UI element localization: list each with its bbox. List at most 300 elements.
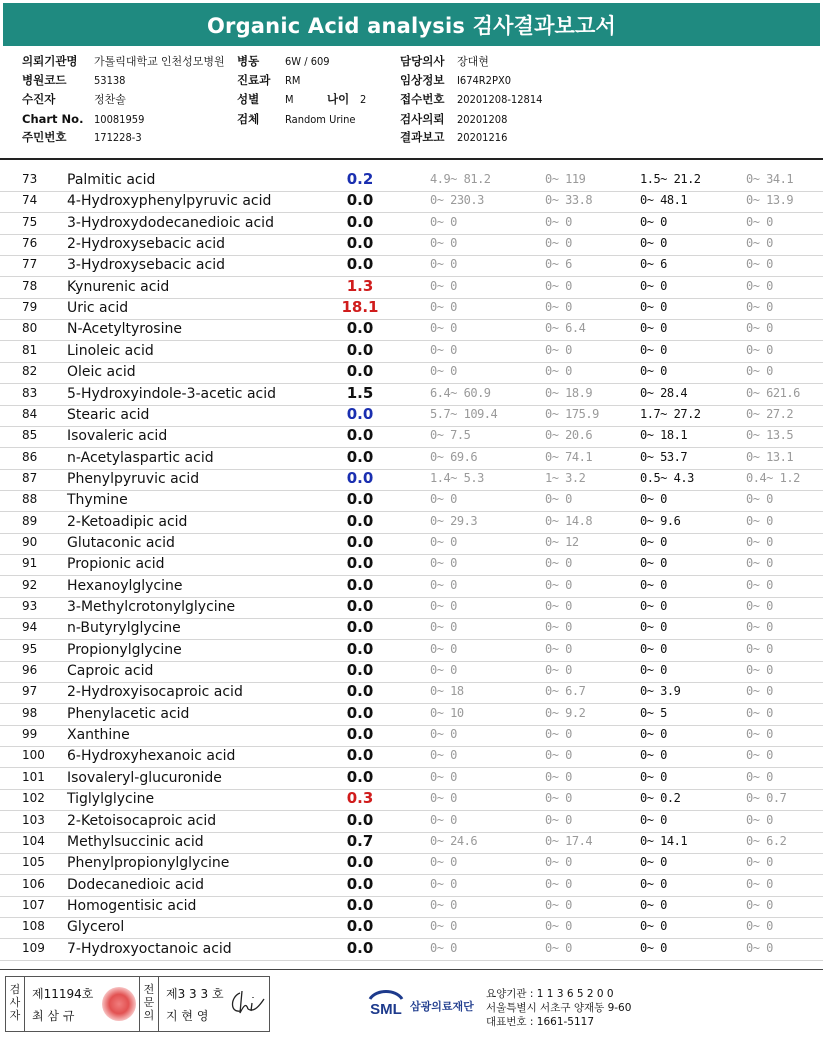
reference-range-3: 0~ 28.4 bbox=[640, 385, 688, 400]
result-value: 18.1 bbox=[341, 298, 379, 317]
reference-range-1: 0~ 0 bbox=[430, 342, 457, 357]
table-row bbox=[0, 789, 823, 811]
result-value: 0.0 bbox=[346, 682, 374, 701]
code-label: 병원코드 bbox=[22, 73, 67, 87]
row-number: 74 bbox=[22, 193, 38, 208]
row-number: 109 bbox=[22, 940, 45, 955]
company-phone: 대표번호 : 1661-5117 bbox=[486, 1016, 595, 1028]
reference-range-1: 0~ 10 bbox=[430, 705, 464, 720]
reference-range-4: 0~ 0 bbox=[746, 663, 773, 678]
ward-label: 병동 bbox=[237, 54, 260, 68]
reference-range-3: 0~ 0 bbox=[640, 855, 667, 870]
reference-range-3: 0~ 6 bbox=[640, 257, 667, 272]
reference-range-4: 0~ 13.9 bbox=[746, 193, 794, 208]
row-number: 84 bbox=[22, 406, 38, 421]
analyte-name: Thymine bbox=[67, 492, 128, 509]
specialist-name: 지 현 영 bbox=[166, 1009, 209, 1023]
reference-range-3: 0~ 0 bbox=[640, 641, 667, 656]
row-number: 96 bbox=[22, 663, 38, 678]
analyte-name: Propionic acid bbox=[67, 556, 165, 573]
seal-stamp bbox=[102, 987, 136, 1021]
table-row bbox=[0, 746, 823, 768]
reference-range-1: 0~ 0 bbox=[430, 812, 457, 827]
divider bbox=[24, 977, 25, 1031]
result-value: 0.0 bbox=[346, 618, 374, 637]
reference-range-2: 0~ 0 bbox=[545, 620, 572, 635]
reference-range-1: 6.4~ 60.9 bbox=[430, 385, 491, 400]
age-label: 나이 bbox=[327, 92, 350, 106]
reference-range-2: 0~ 119 bbox=[545, 172, 586, 186]
result-value: 0.0 bbox=[346, 234, 374, 253]
row-number: 86 bbox=[22, 449, 38, 464]
reference-range-4: 0~ 0 bbox=[746, 641, 773, 656]
reference-range-1: 0~ 18 bbox=[430, 684, 464, 699]
reference-range-3: 0.5~ 4.3 bbox=[640, 470, 694, 485]
row-number: 81 bbox=[22, 342, 38, 357]
reference-range-2: 0~ 0 bbox=[545, 236, 572, 251]
table-row bbox=[0, 213, 823, 235]
row-number: 75 bbox=[22, 214, 38, 229]
result-value: 0.2 bbox=[346, 170, 374, 188]
analyte-name: Caproic acid bbox=[67, 663, 154, 680]
svg-text:SML: SML bbox=[370, 1001, 402, 1018]
row-number: 76 bbox=[22, 236, 38, 251]
reference-range-3: 0~ 0 bbox=[640, 492, 667, 507]
analyte-name: Methylsuccinic acid bbox=[67, 833, 204, 850]
reference-range-3: 0~ 48.1 bbox=[640, 193, 688, 208]
reference-range-1: 0~ 230.3 bbox=[430, 193, 484, 208]
reference-range-3: 0~ 0 bbox=[640, 321, 667, 336]
analyte-name: 5-Hydroxyindole-3-acetic acid bbox=[67, 385, 277, 402]
chart-value: 10081959 bbox=[94, 113, 145, 126]
reference-range-1: 0~ 0 bbox=[430, 300, 457, 315]
result-value: 0.0 bbox=[346, 362, 374, 381]
result-value: 0.0 bbox=[346, 212, 374, 231]
table-row bbox=[0, 853, 823, 875]
result-value: 1.5 bbox=[346, 383, 374, 402]
reference-range-2: 0~ 0 bbox=[545, 897, 572, 912]
reference-range-4: 0~ 0 bbox=[746, 534, 773, 549]
dept-value: RM bbox=[285, 74, 301, 87]
reference-range-4: 0.4~ 1.2 bbox=[746, 470, 800, 485]
reference-range-4: 0~ 0 bbox=[746, 556, 773, 571]
reference-range-3: 0~ 0 bbox=[640, 214, 667, 229]
reference-range-4: 0~ 0 bbox=[746, 769, 773, 784]
reference-range-2: 0~ 0 bbox=[545, 278, 572, 293]
row-number: 91 bbox=[22, 556, 38, 571]
table-row bbox=[0, 661, 823, 683]
analyte-name: N-Acetyltyrosine bbox=[67, 321, 182, 338]
reference-range-2: 0~ 0 bbox=[545, 214, 572, 229]
result-value: 0.0 bbox=[346, 468, 374, 487]
report-value: 20201216 bbox=[457, 131, 508, 144]
table-row bbox=[0, 341, 823, 363]
dept-label: 진료과 bbox=[237, 73, 271, 87]
reference-range-1: 0~ 0 bbox=[430, 769, 457, 784]
result-value: 0.0 bbox=[346, 511, 374, 530]
table-row bbox=[0, 170, 823, 192]
table-row bbox=[0, 704, 823, 726]
row-number: 101 bbox=[22, 769, 45, 784]
reference-range-2: 0~ 0 bbox=[545, 556, 572, 571]
examiner-name: 최 삼 규 bbox=[32, 1009, 75, 1023]
resident-value: 171228-3 bbox=[94, 131, 142, 144]
table-row bbox=[0, 533, 823, 555]
reference-range-2: 0~ 0 bbox=[545, 769, 572, 784]
result-value: 0.0 bbox=[346, 191, 374, 210]
reference-range-1: 0~ 0 bbox=[430, 534, 457, 549]
reference-range-4: 0~ 621.6 bbox=[746, 385, 800, 400]
reference-range-1: 0~ 0 bbox=[430, 278, 457, 293]
reference-range-2: 0~ 0 bbox=[545, 342, 572, 357]
table-row bbox=[0, 618, 823, 640]
table-row bbox=[0, 512, 823, 534]
table-row bbox=[0, 640, 823, 662]
institution-code: 요양기관 : 1 1 3 6 5 2 0 0 bbox=[486, 988, 614, 1000]
row-number: 95 bbox=[22, 641, 38, 656]
reference-range-3: 0~ 0 bbox=[640, 812, 667, 827]
reference-range-4: 0~ 0 bbox=[746, 236, 773, 251]
reference-range-1: 0~ 0 bbox=[430, 940, 457, 955]
reference-range-2: 0~ 14.8 bbox=[545, 513, 593, 528]
reference-range-2: 0~ 20.6 bbox=[545, 428, 593, 443]
reference-range-1: 0~ 0 bbox=[430, 321, 457, 336]
reference-range-2: 0~ 175.9 bbox=[545, 406, 599, 421]
table-row bbox=[0, 405, 823, 427]
reference-range-2: 0~ 0 bbox=[545, 300, 572, 315]
reference-range-2: 0~ 0 bbox=[545, 492, 572, 507]
result-value: 0.0 bbox=[346, 725, 374, 744]
code-value: 53138 bbox=[94, 74, 126, 87]
analyte-name: Hexanoylglycine bbox=[67, 577, 183, 594]
analyte-name: Homogentisic acid bbox=[67, 897, 197, 914]
reference-range-3: 0~ 9.6 bbox=[640, 513, 681, 528]
reference-range-4: 0~ 0 bbox=[746, 364, 773, 379]
reference-range-3: 1.5~ 21.2 bbox=[640, 172, 701, 186]
row-number: 82 bbox=[22, 364, 38, 379]
reference-range-3: 0~ 0 bbox=[640, 364, 667, 379]
reference-range-4: 0~ 0 bbox=[746, 214, 773, 229]
table-row bbox=[0, 319, 823, 341]
clinical-label: 임상정보 bbox=[400, 73, 445, 87]
report-title: Organic Acid analysis 검사결과보고서 bbox=[3, 3, 820, 46]
result-value: 0.0 bbox=[346, 340, 374, 359]
reference-range-3: 0~ 0 bbox=[640, 342, 667, 357]
analyte-name: Palmitic acid bbox=[67, 172, 156, 188]
reference-range-4: 0~ 0 bbox=[746, 919, 773, 934]
result-value: 0.0 bbox=[346, 554, 374, 573]
reference-range-4: 0~ 6.2 bbox=[746, 833, 787, 848]
reference-range-1: 4.9~ 81.2 bbox=[430, 172, 491, 186]
result-value: 0.0 bbox=[346, 639, 374, 658]
reference-range-3: 0~ 0 bbox=[640, 727, 667, 742]
analyte-name: Xanthine bbox=[67, 727, 130, 744]
table-row bbox=[0, 490, 823, 512]
row-number: 104 bbox=[22, 833, 45, 848]
reference-range-4: 0~ 0 bbox=[746, 513, 773, 528]
reference-range-2: 1~ 3.2 bbox=[545, 470, 586, 485]
analyte-name: Glutaconic acid bbox=[67, 534, 175, 551]
reference-range-4: 0~ 0.7 bbox=[746, 791, 787, 806]
reference-range-1: 0~ 0 bbox=[430, 663, 457, 678]
reference-range-3: 0~ 0.2 bbox=[640, 791, 681, 806]
patient-label: 수진자 bbox=[22, 92, 56, 106]
reference-range-3: 0~ 0 bbox=[640, 300, 667, 315]
table-row bbox=[0, 576, 823, 598]
reference-range-1: 5.7~ 109.4 bbox=[430, 406, 498, 421]
reference-range-1: 0~ 0 bbox=[430, 556, 457, 571]
result-value: 0.0 bbox=[346, 319, 374, 338]
row-number: 89 bbox=[22, 513, 38, 528]
analyte-name: 3-Methylcrotonylglycine bbox=[67, 599, 236, 615]
receipt-label: 접수번호 bbox=[400, 92, 445, 106]
table-row bbox=[0, 597, 823, 619]
hospital-value: 가톨릭대학교 인천성모병원 bbox=[94, 55, 225, 68]
result-value: 0.0 bbox=[346, 810, 374, 829]
result-value: 0.0 bbox=[346, 597, 374, 615]
reference-range-2: 0~ 0 bbox=[545, 876, 572, 891]
result-value: 0.0 bbox=[346, 575, 374, 594]
reference-range-3: 0~ 0 bbox=[640, 534, 667, 549]
reference-range-3: 0~ 0 bbox=[640, 769, 667, 784]
reference-range-2: 0~ 0 bbox=[545, 364, 572, 379]
row-number: 79 bbox=[22, 300, 38, 315]
reference-range-4: 0~ 0 bbox=[746, 599, 773, 613]
table-row bbox=[0, 875, 823, 897]
row-number: 106 bbox=[22, 876, 45, 891]
row-number: 93 bbox=[22, 599, 38, 613]
reference-range-2: 0~ 74.1 bbox=[545, 449, 593, 464]
hospital-label: 의뢰기관명 bbox=[22, 54, 78, 68]
result-value: 0.0 bbox=[346, 490, 374, 509]
reference-range-4: 0~ 0 bbox=[746, 342, 773, 357]
reference-range-3: 0~ 0 bbox=[640, 556, 667, 571]
reference-range-3: 0~ 0 bbox=[640, 620, 667, 635]
reference-range-1: 0~ 0 bbox=[430, 577, 457, 592]
specialist-label: 전 문 의 bbox=[143, 983, 155, 1022]
row-number: 99 bbox=[22, 727, 38, 742]
reference-range-1: 0~ 0 bbox=[430, 876, 457, 891]
sex-value: M bbox=[285, 93, 294, 106]
reference-range-3: 0~ 0 bbox=[640, 897, 667, 912]
reference-range-3: 0~ 0 bbox=[640, 748, 667, 763]
table-row bbox=[0, 768, 823, 790]
specimen-value: Random Urine bbox=[285, 113, 356, 126]
reference-range-4: 0~ 0 bbox=[746, 876, 773, 891]
reference-range-2: 0~ 33.8 bbox=[545, 193, 593, 208]
signature-icon bbox=[226, 987, 266, 1019]
row-number: 73 bbox=[22, 172, 38, 186]
table-row bbox=[0, 917, 823, 939]
row-number: 107 bbox=[22, 897, 45, 912]
analyte-name: 7-Hydroxyoctanoic acid bbox=[67, 940, 232, 957]
reference-range-4: 0~ 0 bbox=[746, 812, 773, 827]
reference-range-1: 0~ 29.3 bbox=[430, 513, 478, 528]
reference-range-1: 0~ 0 bbox=[430, 727, 457, 742]
reference-range-4: 0~ 0 bbox=[746, 278, 773, 293]
sml-logo-icon bbox=[366, 987, 406, 1021]
table-row bbox=[0, 682, 823, 704]
row-number: 97 bbox=[22, 684, 38, 699]
table-row bbox=[0, 362, 823, 384]
reference-range-2: 0~ 0 bbox=[545, 791, 572, 806]
row-number: 94 bbox=[22, 620, 38, 635]
table-row bbox=[0, 448, 823, 470]
table-row bbox=[0, 384, 823, 406]
reference-range-3: 0~ 0 bbox=[640, 599, 667, 613]
result-value: 0.0 bbox=[346, 703, 374, 722]
table-row bbox=[0, 939, 823, 961]
reference-range-1: 0~ 0 bbox=[430, 641, 457, 656]
row-number: 102 bbox=[22, 791, 45, 806]
table-row bbox=[0, 298, 823, 320]
reference-range-1: 0~ 0 bbox=[430, 214, 457, 229]
table-row bbox=[0, 896, 823, 918]
sex-label: 성별 bbox=[237, 92, 260, 106]
reference-range-2: 0~ 0 bbox=[545, 812, 572, 827]
row-number: 87 bbox=[22, 470, 38, 485]
reference-range-4: 0~ 0 bbox=[746, 727, 773, 742]
reference-range-4: 0~ 0 bbox=[746, 897, 773, 912]
doctor-label: 담당의사 bbox=[400, 54, 445, 68]
reference-range-2: 0~ 12 bbox=[545, 534, 579, 549]
table-row bbox=[0, 234, 823, 256]
examiner-label: 검 사 자 bbox=[9, 983, 21, 1022]
reference-range-3: 0~ 0 bbox=[640, 663, 667, 678]
analyte-name: Linoleic acid bbox=[67, 342, 154, 359]
reference-range-1: 0~ 0 bbox=[430, 364, 457, 379]
reference-range-4: 0~ 0 bbox=[746, 257, 773, 272]
reference-range-2: 0~ 0 bbox=[545, 663, 572, 678]
reference-range-3: 0~ 3.9 bbox=[640, 684, 681, 699]
specialist-license: 제3 3 3 호 bbox=[166, 987, 224, 1001]
resident-label: 주민번호 bbox=[22, 130, 67, 144]
analyte-name: Oleic acid bbox=[67, 364, 136, 381]
reference-range-4: 0~ 0 bbox=[746, 748, 773, 763]
table-row bbox=[0, 832, 823, 854]
reference-range-1: 0~ 24.6 bbox=[430, 833, 478, 848]
reference-range-2: 0~ 0 bbox=[545, 599, 572, 613]
reference-range-3: 0~ 53.7 bbox=[640, 449, 688, 464]
row-number: 90 bbox=[22, 534, 38, 549]
analyte-name: Phenylpyruvic acid bbox=[67, 470, 200, 487]
analyte-name: Tiglylglycine bbox=[67, 791, 155, 808]
result-value: 0.7 bbox=[346, 831, 374, 850]
analyte-name: 2-Ketoisocaproic acid bbox=[67, 812, 217, 829]
analyte-name: 6-Hydroxyhexanoic acid bbox=[67, 748, 236, 765]
table-row bbox=[0, 811, 823, 833]
result-value: 0.0 bbox=[346, 532, 374, 551]
result-value: 0.0 bbox=[346, 426, 374, 445]
signature-box bbox=[5, 976, 270, 1032]
reference-range-4: 0~ 13.1 bbox=[746, 449, 794, 464]
analyte-name: Isovaleric acid bbox=[67, 428, 168, 445]
reference-range-1: 0~ 7.5 bbox=[430, 428, 471, 443]
reference-range-4: 0~ 0 bbox=[746, 620, 773, 635]
divider bbox=[158, 977, 159, 1031]
reference-range-3: 0~ 0 bbox=[640, 940, 667, 955]
row-number: 83 bbox=[22, 385, 38, 400]
analyte-name: 3-Hydroxysebacic acid bbox=[67, 257, 225, 274]
result-value: 0.0 bbox=[346, 853, 374, 872]
reference-range-3: 0~ 18.1 bbox=[640, 428, 688, 443]
reference-range-4: 0~ 34.1 bbox=[746, 172, 794, 186]
reference-range-4: 0~ 0 bbox=[746, 492, 773, 507]
chart-label: Chart No. bbox=[22, 112, 84, 126]
reference-range-4: 0~ 0 bbox=[746, 577, 773, 592]
row-number: 78 bbox=[22, 278, 38, 293]
row-number: 100 bbox=[22, 748, 45, 763]
reference-range-1: 0~ 0 bbox=[430, 748, 457, 763]
analyte-name: 2-Hydroxysebacic acid bbox=[67, 236, 225, 253]
reference-range-3: 0~ 0 bbox=[640, 876, 667, 891]
analyte-name: 2-Hydroxyisocaproic acid bbox=[67, 684, 243, 701]
request-label: 검사의뢰 bbox=[400, 112, 445, 126]
reference-range-4: 0~ 13.5 bbox=[746, 428, 794, 443]
table-row bbox=[0, 255, 823, 277]
company-name: 삼광의료재단 bbox=[410, 1000, 474, 1013]
company-address: 서울특별시 서초구 양재동 9-60 bbox=[486, 1002, 632, 1014]
header-divider bbox=[0, 158, 823, 160]
reference-range-2: 0~ 18.9 bbox=[545, 385, 593, 400]
analyte-name: 3-Hydroxydodecanedioic acid bbox=[67, 214, 274, 231]
row-number: 88 bbox=[22, 492, 38, 507]
reference-range-3: 0~ 5 bbox=[640, 705, 667, 720]
reference-range-2: 0~ 6.4 bbox=[545, 321, 586, 336]
reference-range-1: 0~ 0 bbox=[430, 236, 457, 251]
reference-range-2: 0~ 0 bbox=[545, 641, 572, 656]
reference-range-4: 0~ 27.2 bbox=[746, 406, 794, 421]
row-number: 108 bbox=[22, 919, 45, 934]
row-number: 105 bbox=[22, 855, 45, 870]
result-value: 0.0 bbox=[346, 938, 374, 957]
analyte-name: Kynurenic acid bbox=[67, 278, 170, 295]
reference-range-1: 0~ 0 bbox=[430, 897, 457, 912]
analyte-name: n-Butyrylglycine bbox=[67, 620, 181, 637]
patient-value: 정찬솔 bbox=[94, 93, 126, 106]
row-number: 98 bbox=[22, 705, 38, 720]
reference-range-1: 0~ 0 bbox=[430, 855, 457, 870]
reference-range-3: 0~ 0 bbox=[640, 278, 667, 293]
doctor-value: 장대현 bbox=[457, 55, 489, 68]
footer-divider bbox=[0, 969, 823, 970]
reference-range-2: 0~ 17.4 bbox=[545, 833, 593, 848]
request-value: 20201208 bbox=[457, 113, 508, 126]
reference-range-4: 0~ 0 bbox=[746, 300, 773, 315]
reference-range-3: 0~ 14.1 bbox=[640, 833, 688, 848]
reference-range-1: 0~ 0 bbox=[430, 599, 457, 613]
analyte-name: 2-Ketoadipic acid bbox=[67, 513, 188, 530]
analyte-name: Phenylacetic acid bbox=[67, 705, 190, 722]
table-row bbox=[0, 469, 823, 491]
result-value: 0.0 bbox=[346, 895, 374, 914]
specimen-label: 검체 bbox=[237, 112, 260, 126]
table-row bbox=[0, 191, 823, 213]
reference-range-2: 0~ 0 bbox=[545, 727, 572, 742]
reference-range-1: 0~ 69.6 bbox=[430, 449, 478, 464]
reference-range-1: 0~ 0 bbox=[430, 919, 457, 934]
reference-range-3: 0~ 0 bbox=[640, 236, 667, 251]
reference-range-1: 1.4~ 5.3 bbox=[430, 470, 484, 485]
reference-range-1: 0~ 0 bbox=[430, 620, 457, 635]
result-value: 0.3 bbox=[346, 789, 374, 808]
reference-range-4: 0~ 0 bbox=[746, 705, 773, 720]
reference-range-4: 0~ 0 bbox=[746, 321, 773, 336]
receipt-value: 20201208-12814 bbox=[457, 93, 543, 106]
reference-range-3: 1.7~ 27.2 bbox=[640, 406, 701, 421]
result-value: 0.0 bbox=[346, 767, 374, 786]
analyte-name: Uric acid bbox=[67, 300, 129, 317]
